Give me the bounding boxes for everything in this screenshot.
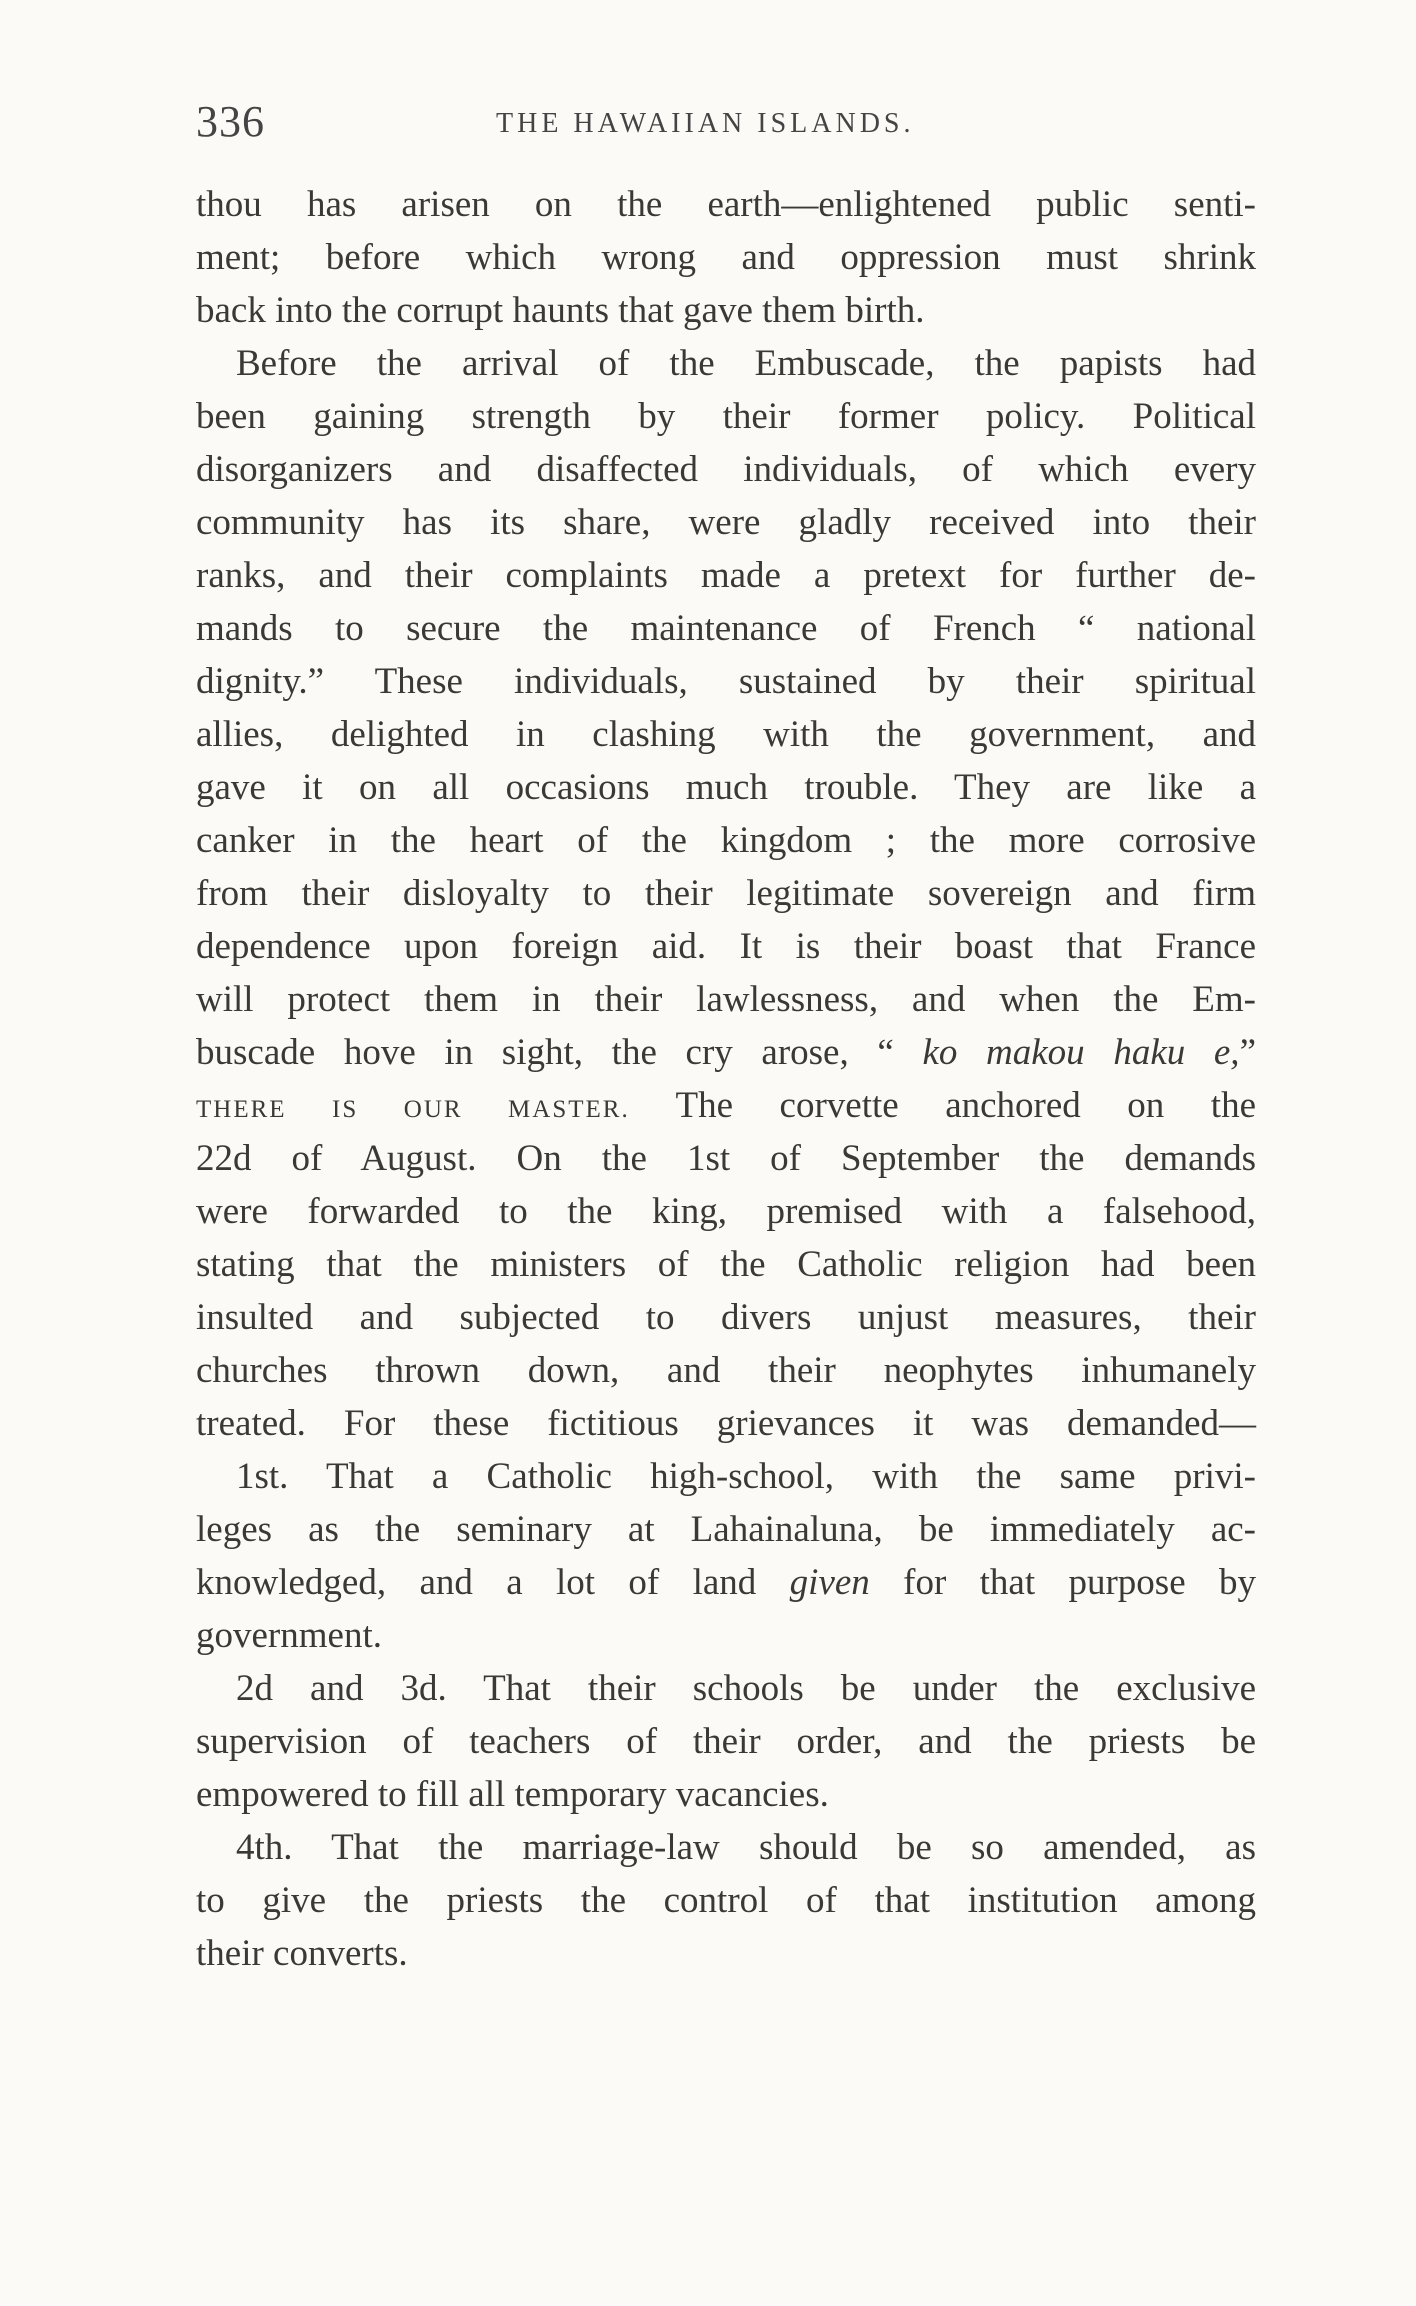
text-line: their converts. xyxy=(196,1933,408,1974)
text-line: stating that the ministers of the Catholic religion had been xyxy=(196,1244,1256,1285)
text-line: community has its share, were gladly received into their xyxy=(196,502,1256,543)
text-line: from their disloyalty to their legitimate sovereign and firm xyxy=(196,873,1256,914)
text-line: allies, delighted in clashing with the government, and xyxy=(196,714,1256,755)
text-segment: ” xyxy=(1239,1032,1256,1073)
text-line: 1st. That a Catholic high-school, with the same privi- xyxy=(236,1456,1256,1497)
text-line: empowered to fill all temporary vacancies. xyxy=(196,1774,829,1815)
text-line: thou has arisen on the earth—enlightened public senti- xyxy=(196,184,1256,225)
text-segment: buscade hove in sight, the cry arose, “ xyxy=(196,1032,923,1073)
page-number: 336 xyxy=(196,97,265,146)
text-line xyxy=(196,1556,1256,1609)
text-line: will protect them in their lawlessness, and when the Em- xyxy=(196,979,1256,1020)
text-line: were forwarded to the king, premised with a falsehood, xyxy=(196,1191,1256,1232)
text-line: supervision of teachers of their order, and the priests be xyxy=(196,1721,1256,1762)
running-head: THE HAWAIIAN ISLANDS. xyxy=(496,108,915,139)
italic-phrase: given xyxy=(789,1562,870,1603)
text-line: churches thrown down, and their neophytes inhumanely xyxy=(196,1350,1256,1391)
text-line: canker in the heart of the kingdom ; the more corrosive xyxy=(196,820,1256,861)
text-line: 22d of August. On the 1st of September the demands xyxy=(196,1138,1256,1179)
text-line: 4th. That the marriage-law should be so amended, as xyxy=(236,1827,1256,1868)
page-header xyxy=(196,96,1256,156)
text-line: 2d and 3d. That their schools be under the exclusive xyxy=(236,1668,1256,1709)
text-line: back into the corrupt haunts that gave them birth. xyxy=(196,290,925,331)
text-line: disorganizers and disaffected individuals, of which every xyxy=(196,449,1256,490)
italic-phrase: ko makou haku e, xyxy=(922,1032,1240,1073)
text-line: ranks, and their complaints made a pretext for further de- xyxy=(196,555,1256,596)
text-line: to give the priests the control of that institution among xyxy=(196,1880,1256,1921)
small-caps-phrase: THERE IS OUR MASTER. xyxy=(196,1096,630,1123)
text-line: government. xyxy=(196,1615,382,1656)
text-line: Before the arrival of the Embuscade, the papists had xyxy=(236,343,1256,384)
text-line: leges as the seminary at Lahainaluna, be immediately ac- xyxy=(196,1509,1256,1550)
text-line: gave it on all occasions much trouble. They are like a xyxy=(196,767,1256,808)
text-line xyxy=(196,1079,1256,1132)
text-segment: The corvette anchored on the xyxy=(629,1085,1256,1126)
text-line: dependence upon foreign aid. It is their boast that France xyxy=(196,926,1256,967)
body-text xyxy=(196,178,1256,1980)
text-line: dignity.” These individuals, sustained by their spiritual xyxy=(196,661,1256,702)
text-line xyxy=(196,1026,1256,1079)
text-line: treated. For these fictitious grievances it was demanded— xyxy=(196,1403,1256,1444)
text-line: insulted and subjected to divers unjust measures, their xyxy=(196,1297,1256,1338)
text-line: ment; before which wrong and oppression must shrink xyxy=(196,237,1256,278)
text-line: mands to secure the maintenance of French “ national xyxy=(196,608,1256,649)
text-segment: knowledged, and a lot of land xyxy=(196,1562,790,1603)
text-line: been gaining strength by their former policy. Political xyxy=(196,396,1256,437)
text-segment: for that purpose by xyxy=(869,1562,1256,1603)
